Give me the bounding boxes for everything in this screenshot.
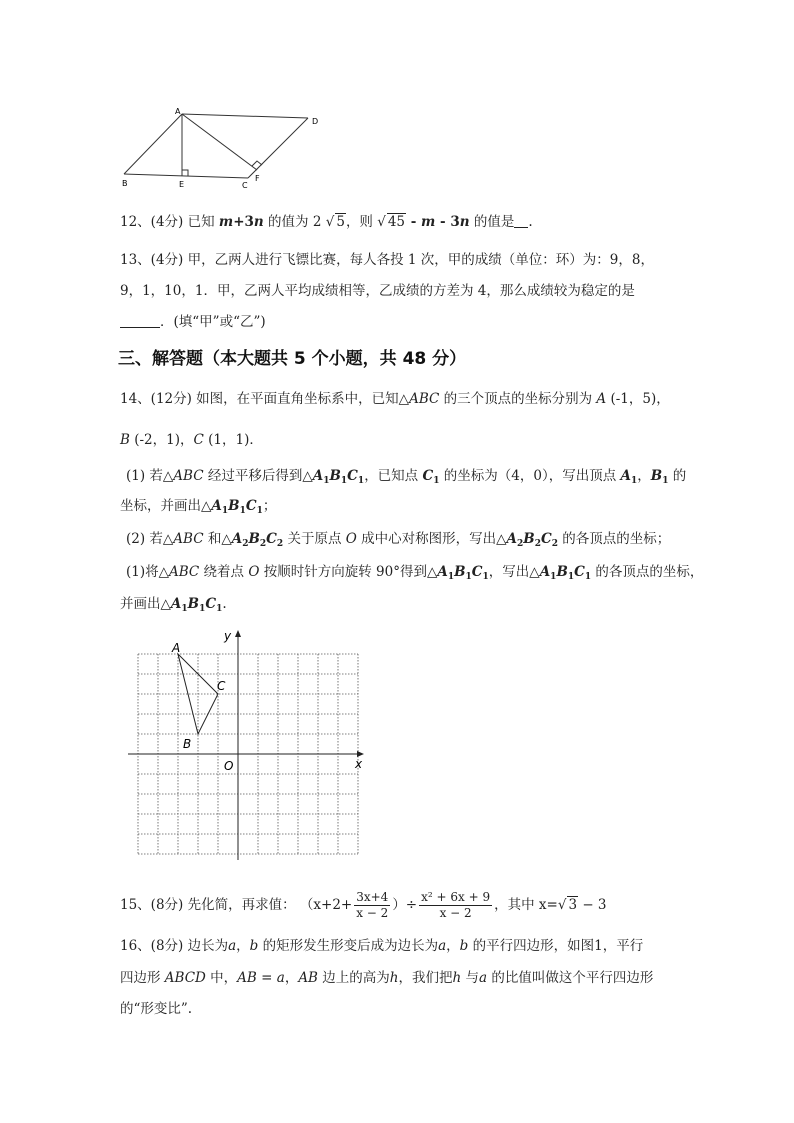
q14-text: 和△ bbox=[203, 531, 232, 547]
answer-blank bbox=[514, 213, 528, 228]
q14-text: 坐标，并画出△ bbox=[120, 498, 212, 514]
q16-text: ， bbox=[236, 938, 250, 954]
q14-text: ，已知点 bbox=[364, 468, 419, 484]
radicand: 5 bbox=[336, 214, 345, 230]
q15-text: − 3 bbox=[578, 897, 607, 913]
q14-part-2: (2) 若△ABC 和$\triangle A_2B_2C_2$ 关于原点 O 成中心对称图形，写出$\triangle A_2B_2C_2$ 的各顶点的坐标； bbox=[126, 531, 671, 549]
var-a: a bbox=[228, 938, 237, 954]
var-m: m bbox=[218, 214, 234, 230]
label-C: C bbox=[242, 181, 248, 190]
q16-text: = bbox=[256, 970, 277, 986]
q12-text: 的值是 bbox=[473, 214, 515, 230]
fraction-1 bbox=[354, 890, 390, 921]
q12-text: - 3 bbox=[435, 214, 460, 230]
q16-text: ， bbox=[284, 970, 299, 986]
q15-text: ，其中 x= bbox=[494, 897, 558, 913]
section-heading: 三、解答题（本大题共 5 个小题，共 48 分） bbox=[118, 349, 467, 369]
q13-line-2: 9，1，10，1．甲，乙两人平均成绩相等，乙成绩的方差为 4，那么成绩较为稳定的是 bbox=[120, 283, 635, 299]
q12-text: +3 bbox=[233, 214, 254, 230]
q14-text: 的各顶点的坐标， bbox=[591, 564, 704, 580]
q14-text: 按顺时针方向旋转 90°得到△ bbox=[259, 564, 438, 580]
q14-text: (1) 若△ bbox=[126, 468, 174, 484]
q14-text: ； bbox=[262, 498, 277, 514]
var-h: h bbox=[452, 970, 462, 986]
q14-part-1-cont: 坐标，并画出$\triangle A_1B_1C_1$； bbox=[120, 498, 277, 516]
q16-text: 的平行四边形，如图1，平行 bbox=[468, 938, 644, 954]
parallelogram-name: ABCD bbox=[164, 970, 206, 986]
q16-line-3: 的“形变比”. bbox=[120, 1001, 193, 1017]
q15-text: 15、(8分) 先化简，再求值： bbox=[120, 897, 296, 913]
question-15 bbox=[120, 888, 607, 922]
label-A: A bbox=[175, 107, 181, 116]
q14-text: 14、(12分) 如图，在平面直角坐标系中，已知△ bbox=[120, 391, 410, 407]
q16-text: 的矩形发生形变后成为边长为 bbox=[258, 938, 439, 954]
q14-text: ，写出△ bbox=[488, 564, 540, 580]
q15-text: （x+2+ bbox=[299, 897, 353, 913]
q12-text: . bbox=[528, 214, 533, 230]
vertex-B-label: B bbox=[183, 737, 192, 751]
question-12 bbox=[120, 212, 533, 232]
var-n: n bbox=[253, 214, 264, 230]
sqrt-symbol: √ bbox=[325, 214, 335, 230]
var-h: h bbox=[389, 970, 399, 986]
q14-text: 的各顶点的坐标； bbox=[558, 531, 671, 547]
q12-text: ，则 bbox=[345, 214, 373, 230]
y-axis-arrow bbox=[235, 630, 241, 637]
var-a: a bbox=[478, 970, 488, 986]
side-AB: AB bbox=[237, 970, 257, 986]
q16-line-1 bbox=[120, 936, 643, 956]
label-B: B bbox=[122, 179, 128, 188]
q16-text: 的比值叫做这个平行四边形 bbox=[487, 970, 654, 986]
fraction-2 bbox=[419, 890, 492, 921]
triangle-name: ABC bbox=[409, 391, 440, 407]
q14-text: 并画出△ bbox=[120, 596, 171, 612]
label-E: E bbox=[179, 180, 185, 189]
coordinate-grid-figure bbox=[126, 628, 370, 866]
label-F: F bbox=[255, 174, 260, 183]
q14-part-3-cont: 并画出$\triangle A_1B_1C_1$. bbox=[120, 596, 227, 614]
q16-text: 16、(8分) 边长为 bbox=[120, 938, 229, 954]
q14-text: 经过平移后得到△ bbox=[203, 468, 313, 484]
q14-text: (2) 若△ bbox=[126, 531, 174, 547]
point-A: A bbox=[596, 391, 607, 407]
q13-text: ．(填“甲”或“乙”) bbox=[160, 314, 266, 330]
q12-text: - bbox=[406, 214, 422, 230]
q14-text: 绕着点 bbox=[199, 564, 249, 580]
q16-text: ， bbox=[446, 938, 460, 954]
q14-part-3: (1)将△ABC 绕着点 O 按顺时针方向旋转 90°得到$\triangle A_1B_1C_1$，写出$\triangle A_1B_1C_1$ 的各顶点的坐标， bbox=[126, 564, 704, 582]
q16-text: 中， bbox=[205, 970, 238, 986]
triangle-name: ABC bbox=[169, 564, 200, 580]
var-b: b bbox=[249, 938, 259, 954]
q16-line-2 bbox=[120, 968, 653, 988]
radicand: 45 bbox=[387, 214, 406, 230]
q16-text: ，我们把 bbox=[398, 970, 453, 986]
q14-text: 成中心对称图形，写出△ bbox=[356, 531, 507, 547]
q14-line-2 bbox=[120, 430, 263, 450]
var-a: a bbox=[438, 938, 447, 954]
q16-text: 与 bbox=[461, 970, 479, 986]
y-axis-label: y bbox=[224, 629, 232, 643]
vertex-A-label: A bbox=[172, 641, 181, 655]
triangle-name: ABC bbox=[173, 531, 204, 547]
q14-part-1: (1) 若△ABC 经过平移后得到$\triangle A_1B_1C_1$，已知点 $C_1$ 的坐标为（4，0），写出顶点 $A_1$，$B_1$ 的 bbox=[126, 468, 687, 486]
numerator: 3x+4 bbox=[356, 890, 389, 904]
sqrt-symbol: √ bbox=[377, 214, 386, 230]
q13-line-1: 13、(4分) 甲，乙两人进行飞镖比赛，每人各投 1 次，甲的成绩（单位：环）为：9，8， bbox=[120, 252, 654, 268]
point-O: O bbox=[248, 564, 260, 580]
q15-text: ）÷ bbox=[392, 897, 418, 913]
q13-line-3 bbox=[120, 312, 266, 332]
triangle-name: ABC bbox=[173, 468, 204, 484]
var-n: n bbox=[459, 214, 470, 230]
x-axis-label: x bbox=[355, 757, 363, 771]
q14-text: . bbox=[222, 596, 227, 612]
denominator: x − 2 bbox=[439, 906, 472, 920]
q16-text: 四边形 bbox=[120, 970, 165, 986]
var-a: a bbox=[276, 970, 285, 986]
side-AB: AB bbox=[298, 970, 318, 986]
denominator: x − 2 bbox=[356, 906, 389, 920]
var-b: b bbox=[459, 938, 469, 954]
q14-text: 关于原点 bbox=[283, 531, 346, 547]
point-O: O bbox=[345, 531, 357, 547]
q14-text: (-2，1)， bbox=[129, 432, 194, 448]
numerator: x² + 6x + 9 bbox=[421, 890, 491, 904]
point-B: B bbox=[120, 432, 130, 448]
q16-text: 边上的高为 bbox=[317, 970, 390, 986]
q12-text: 已知 bbox=[187, 214, 215, 230]
q14-text: 的 bbox=[668, 468, 687, 484]
radicand: 3 bbox=[568, 897, 578, 913]
parallelogram-figure bbox=[118, 104, 328, 196]
q14-text: (-1，5)， bbox=[606, 391, 670, 407]
point-C: C bbox=[193, 432, 204, 448]
vertex-C-label: C bbox=[217, 679, 226, 693]
q14-text: (1)将△ bbox=[126, 564, 170, 580]
var-m: m bbox=[421, 214, 436, 230]
q14-text: 的三个顶点的坐标分别为 bbox=[439, 391, 597, 407]
label-D: D bbox=[312, 117, 319, 126]
q12-text: 的值为 2 bbox=[268, 214, 322, 230]
q14-text: (1，1)． bbox=[203, 432, 263, 448]
q14-text: 的坐标为（4，0），写出顶点 bbox=[439, 468, 617, 484]
answer-blank bbox=[120, 313, 160, 328]
origin-label: O bbox=[224, 759, 234, 773]
q12-number: 12、(4分) bbox=[120, 214, 184, 230]
sqrt-symbol: √ bbox=[557, 897, 567, 913]
q14-line-1 bbox=[120, 389, 670, 409]
q14-text: ， bbox=[637, 468, 651, 484]
